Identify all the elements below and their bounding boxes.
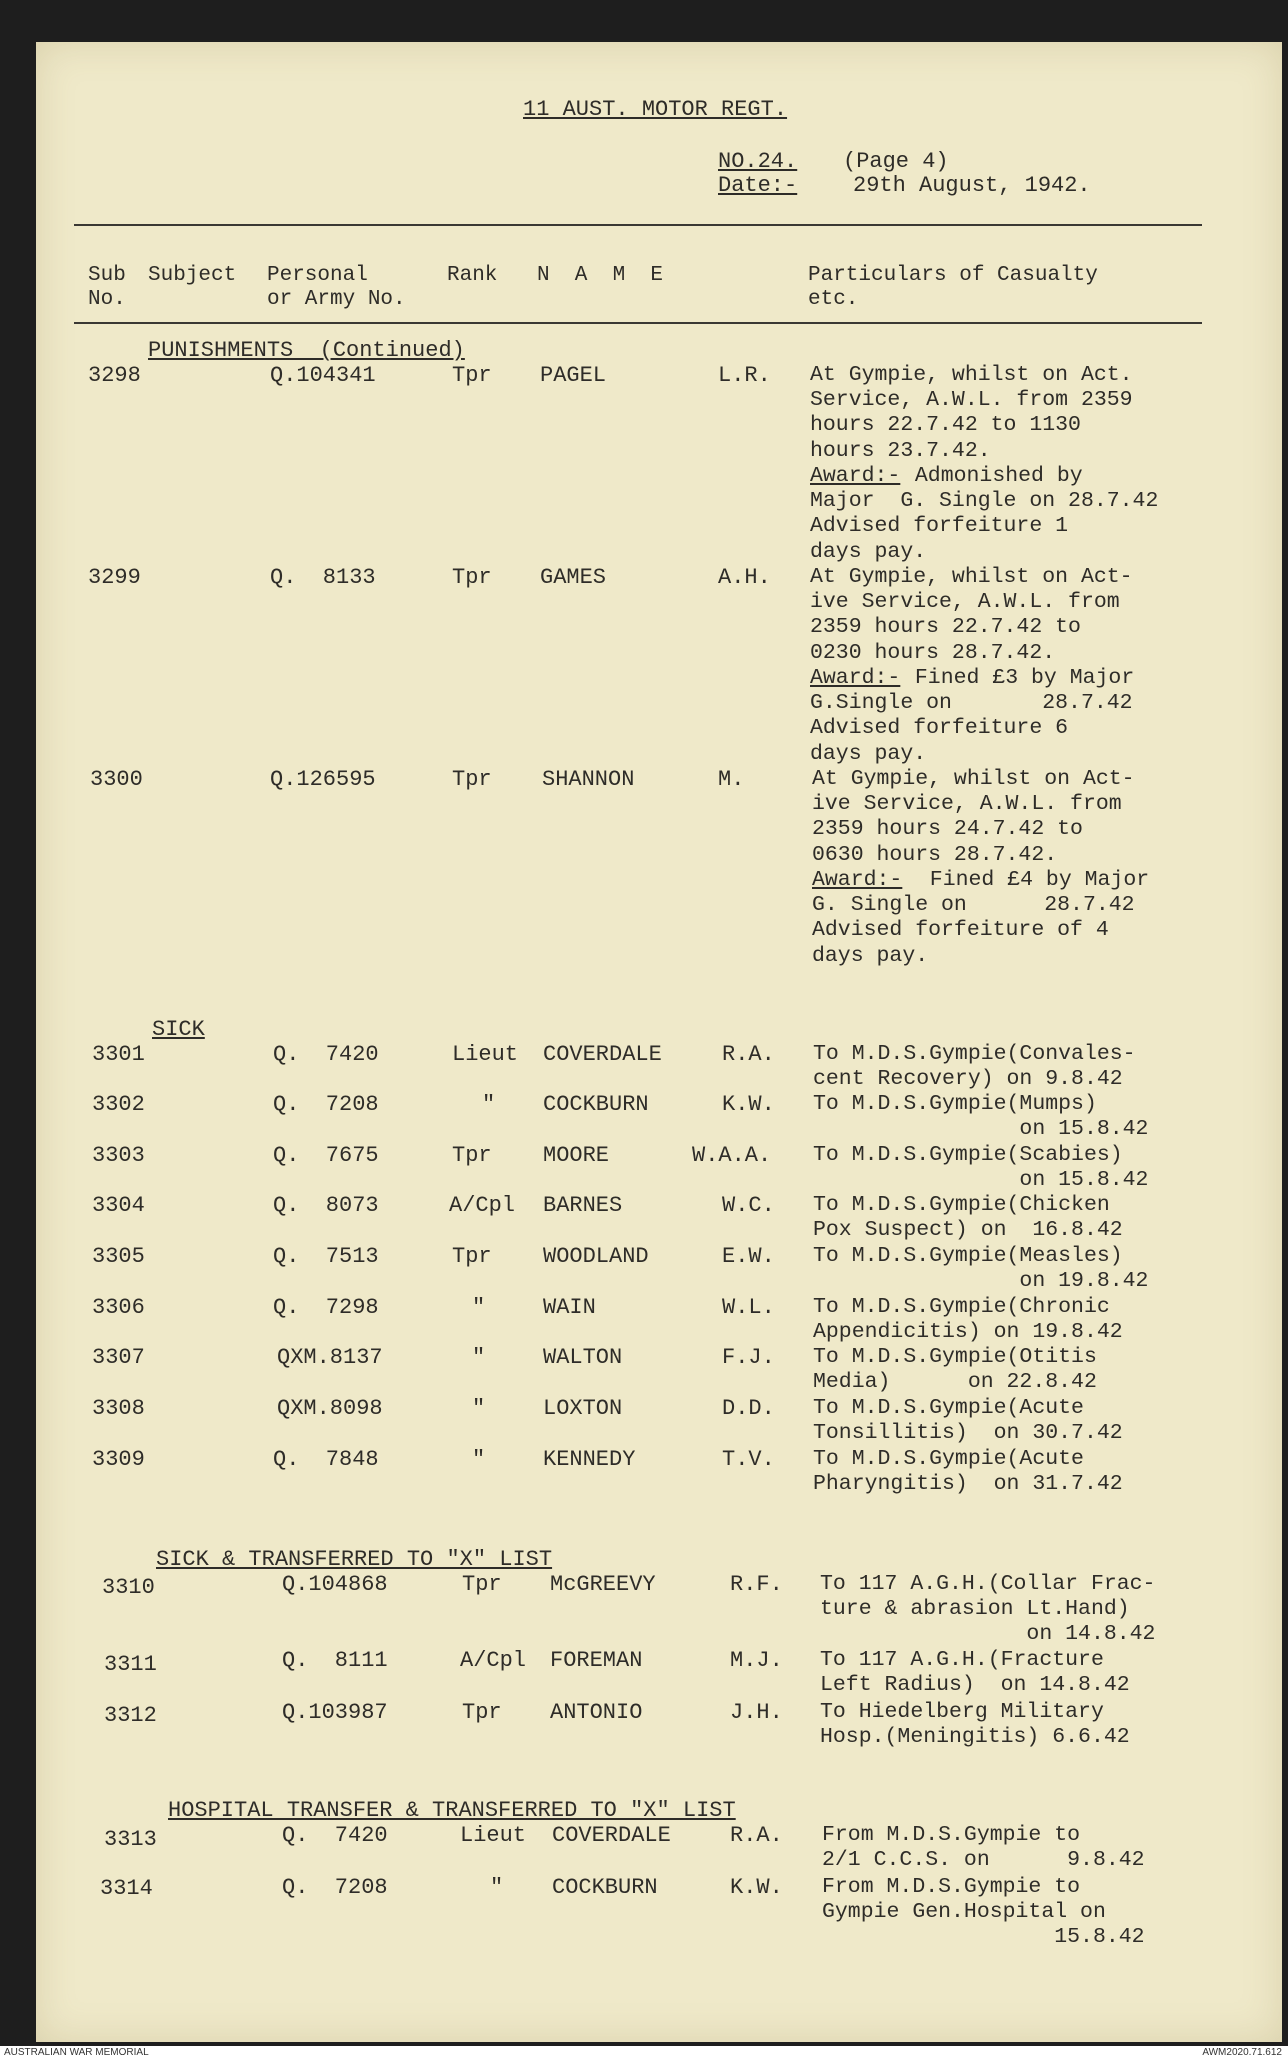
row-initials: M. bbox=[718, 767, 745, 792]
row-surname: COCKBURN bbox=[543, 1092, 649, 1117]
section-title-sick-transferred: SICK & TRANSFERRED TO "X" LIST bbox=[156, 1547, 553, 1572]
row-surname: SHANNON bbox=[542, 767, 635, 792]
section-title-sick: SICK bbox=[152, 1017, 205, 1042]
row-particulars: To 117 A.G.H.(Fracture Left Radius) on 14.8.42 bbox=[820, 1648, 1130, 1698]
row-sub-no: 3305 bbox=[92, 1244, 145, 1269]
row-army-no: Q. 7848 bbox=[273, 1447, 379, 1472]
row-particulars: To M.D.S.Gympie(Mumps) on 15.8.42 bbox=[813, 1092, 1149, 1142]
date-value: 29th August, 1942. bbox=[853, 173, 1091, 198]
row-army-no: Q. 8133 bbox=[270, 565, 376, 590]
award-text: Admonished by Major G. Single on 28.7.42 Advised forfeiture 1 days pay. bbox=[810, 464, 1159, 564]
row-sub-no: 3312 bbox=[104, 1703, 157, 1728]
row-rank: Tpr bbox=[452, 767, 492, 792]
row-surname: LOXTON bbox=[543, 1396, 623, 1421]
row-army-no: Q. 7208 bbox=[282, 1875, 388, 1900]
row-particulars: At Gympie, whilst on Act- ive Service, A.W.L. from 2359 hours 22.7.42 to 0230 hours 28.7.42. bbox=[810, 565, 1133, 665]
row-particulars: At Gympie, whilst on Act- ive Service, A.W.L. from 2359 hours 24.7.42 to 0630 hours 28.7.42. bbox=[812, 767, 1135, 867]
row-rank: A/Cpl bbox=[460, 1648, 527, 1673]
col-particulars: Particulars of Casualty etc. bbox=[808, 264, 1098, 311]
row-particulars: To Hiedelberg Military Hosp.(Meningitis) 6.6.42 bbox=[820, 1700, 1130, 1750]
row-particulars: To M.D.S.Gympie(Otitis Media) on 22.8.42 bbox=[813, 1345, 1097, 1395]
row-initials: R.A. bbox=[730, 1823, 783, 1848]
order-number: NO.24. bbox=[718, 149, 798, 174]
row-particulars: To M.D.S.Gympie(Measles) on 19.8.42 bbox=[813, 1244, 1149, 1294]
row-sub-no: 3310 bbox=[102, 1575, 155, 1600]
award-label: Award:- bbox=[810, 464, 901, 488]
row-sub-no: 3304 bbox=[92, 1193, 145, 1218]
row-rank: " bbox=[472, 1295, 486, 1320]
row-initials: J.H. bbox=[730, 1700, 783, 1725]
row-initials: D.D. bbox=[722, 1396, 775, 1421]
row-sub-no: 3301 bbox=[92, 1042, 145, 1067]
row-rank: " bbox=[472, 1396, 486, 1421]
row-surname: WOODLAND bbox=[543, 1244, 649, 1269]
row-particulars: To M.D.S.Gympie(Chicken Pox Suspect) on 16.8.42 bbox=[813, 1193, 1123, 1243]
row-surname: ANTONIO bbox=[550, 1700, 643, 1725]
col-personal: Personal or Army No. bbox=[267, 264, 406, 311]
row-army-no: QXM.8137 bbox=[277, 1345, 383, 1370]
row-surname: KENNEDY bbox=[543, 1447, 636, 1472]
award-label: Award:- bbox=[810, 666, 901, 690]
row-sub-no: 3314 bbox=[100, 1876, 153, 1901]
row-initials: K.W. bbox=[730, 1875, 783, 1900]
row-sub-no: 3308 bbox=[92, 1396, 145, 1421]
row-rank: Tpr bbox=[452, 565, 492, 590]
row-sub-no: 3299 bbox=[88, 565, 141, 590]
row-sub-no: 3309 bbox=[92, 1447, 145, 1472]
row-particulars: To M.D.S.Gympie(Scabies) on 15.8.42 bbox=[813, 1143, 1149, 1193]
row-initials: L.R. bbox=[718, 363, 771, 388]
row-army-no: QXM.8098 bbox=[277, 1396, 383, 1421]
page-label: (Page 4) bbox=[843, 149, 949, 174]
row-rank: Tpr bbox=[452, 1143, 492, 1168]
footer-institution: AUSTRALIAN WAR MEMORIAL bbox=[4, 2047, 149, 2058]
header-rule-bottom bbox=[74, 322, 1202, 324]
col-name: N A M E bbox=[537, 264, 664, 287]
row-initials: F.J. bbox=[722, 1345, 775, 1370]
col-sub-no: Sub No. bbox=[88, 264, 126, 311]
col-subject: Subject bbox=[148, 264, 237, 287]
row-particulars: To 117 A.G.H.(Collar Frac- ture & abrasion Lt.Hand) on 14.8.42 bbox=[820, 1572, 1156, 1647]
row-surname: PAGEL bbox=[540, 363, 607, 388]
row-rank: Lieut bbox=[452, 1042, 519, 1067]
award-label: Award:- bbox=[812, 868, 903, 892]
row-army-no: Q.104341 bbox=[270, 363, 376, 388]
row-initials: R.F. bbox=[730, 1572, 783, 1597]
row-initials: T.V. bbox=[722, 1447, 775, 1472]
row-army-no: Q. 7513 bbox=[273, 1244, 379, 1269]
row-rank: " bbox=[482, 1092, 496, 1117]
row-army-no: Q.103987 bbox=[282, 1700, 388, 1725]
row-initials: K.W. bbox=[722, 1092, 775, 1117]
row-sub-no: 3303 bbox=[92, 1143, 145, 1168]
row-particulars: To M.D.S.Gympie(Acute Tonsillitis) on 30.7.42 bbox=[813, 1396, 1123, 1446]
row-rank: Tpr bbox=[462, 1700, 502, 1725]
row-army-no: Q. 7420 bbox=[282, 1823, 388, 1848]
row-rank: " bbox=[472, 1345, 486, 1370]
award-text: Fined £4 by Major G. Single on 28.7.42 Advised forfeiture of 4 days pay. bbox=[812, 868, 1150, 968]
row-sub-no: 3302 bbox=[92, 1092, 145, 1117]
row-particulars: From M.D.S.Gympie to 2/1 C.C.S. on 9.8.42 bbox=[822, 1823, 1145, 1873]
date-label: Date:- bbox=[718, 173, 798, 198]
row-army-no: Q. 7208 bbox=[273, 1092, 379, 1117]
row-army-no: Q. 8111 bbox=[282, 1648, 388, 1673]
row-rank: " bbox=[472, 1447, 486, 1472]
unit-title: 11 AUST. MOTOR REGT. bbox=[523, 97, 788, 122]
header-rule-top bbox=[74, 224, 1202, 226]
row-initials: E.W. bbox=[722, 1244, 775, 1269]
row-surname: FOREMAN bbox=[550, 1648, 643, 1673]
row-surname: COCKBURN bbox=[552, 1875, 658, 1900]
archive-footer bbox=[0, 2046, 1288, 2061]
row-rank: A/Cpl bbox=[449, 1193, 516, 1218]
row-rank: Tpr bbox=[452, 1244, 492, 1269]
row-rank: Lieut bbox=[460, 1823, 527, 1848]
row-particulars: To M.D.S.Gympie(Acute Pharyngitis) on 31.7.42 bbox=[813, 1447, 1123, 1497]
row-sub-no: 3306 bbox=[92, 1295, 145, 1320]
row-initials: W.L. bbox=[722, 1295, 775, 1320]
row-rank: Tpr bbox=[452, 363, 492, 388]
row-surname: WALTON bbox=[543, 1345, 623, 1370]
row-surname: COVERDALE bbox=[543, 1042, 662, 1067]
row-surname: McGREEVY bbox=[550, 1572, 656, 1597]
row-initials: R.A. bbox=[722, 1042, 775, 1067]
col-rank: Rank bbox=[447, 264, 498, 287]
row-sub-no: 3298 bbox=[88, 363, 141, 388]
row-initials: W.C. bbox=[722, 1193, 775, 1218]
row-surname: GAMES bbox=[540, 565, 607, 590]
row-sub-no: 3300 bbox=[90, 767, 143, 792]
row-initials: M.J. bbox=[730, 1648, 783, 1673]
row-particulars: To M.D.S.Gympie(Convales- cent Recovery) on 9.8.42 bbox=[813, 1042, 1136, 1092]
row-initials: W.A.A. bbox=[692, 1143, 772, 1168]
row-surname: WAIN bbox=[543, 1295, 596, 1320]
row-rank: " bbox=[490, 1875, 504, 1900]
row-sub-no: 3313 bbox=[104, 1827, 157, 1852]
row-rank: Tpr bbox=[462, 1572, 502, 1597]
row-sub-no: 3307 bbox=[92, 1345, 145, 1370]
row-surname: COVERDALE bbox=[552, 1823, 671, 1848]
row-army-no: Q. 8073 bbox=[273, 1193, 379, 1218]
row-army-no: Q. 7298 bbox=[273, 1295, 379, 1320]
row-army-no: Q. 7420 bbox=[273, 1042, 379, 1067]
row-surname: BARNES bbox=[543, 1193, 623, 1218]
row-sub-no: 3311 bbox=[104, 1652, 157, 1677]
award-text: Fined £3 by Major G.Single on 28.7.42 Advised forfeiture 6 days pay. bbox=[810, 666, 1135, 766]
section-title-punishments: PUNISHMENTS (Continued) bbox=[148, 338, 465, 363]
row-particulars: From M.D.S.Gympie to Gympie Gen.Hospital on 15.8.42 bbox=[822, 1875, 1145, 1950]
row-army-no: Q.104868 bbox=[282, 1572, 388, 1597]
row-surname: MOORE bbox=[543, 1143, 610, 1168]
row-army-no: Q.126595 bbox=[270, 767, 376, 792]
row-particulars: At Gympie, whilst on Act. Service, A.W.L. from 2359 hours 22.7.42 to 1130 hours 23.7.42. bbox=[810, 363, 1133, 463]
section-title-hospital-transfer: HOSPITAL TRANSFER & TRANSFERRED TO "X" LIST bbox=[168, 1798, 736, 1823]
row-initials: A.H. bbox=[718, 565, 771, 590]
footer-accession-number: AWM2020.71.612 bbox=[1202, 2047, 1282, 2058]
row-army-no: Q. 7675 bbox=[273, 1143, 379, 1168]
row-particulars: To M.D.S.Gympie(Chronic Appendicitis) on 19.8.42 bbox=[813, 1295, 1123, 1345]
